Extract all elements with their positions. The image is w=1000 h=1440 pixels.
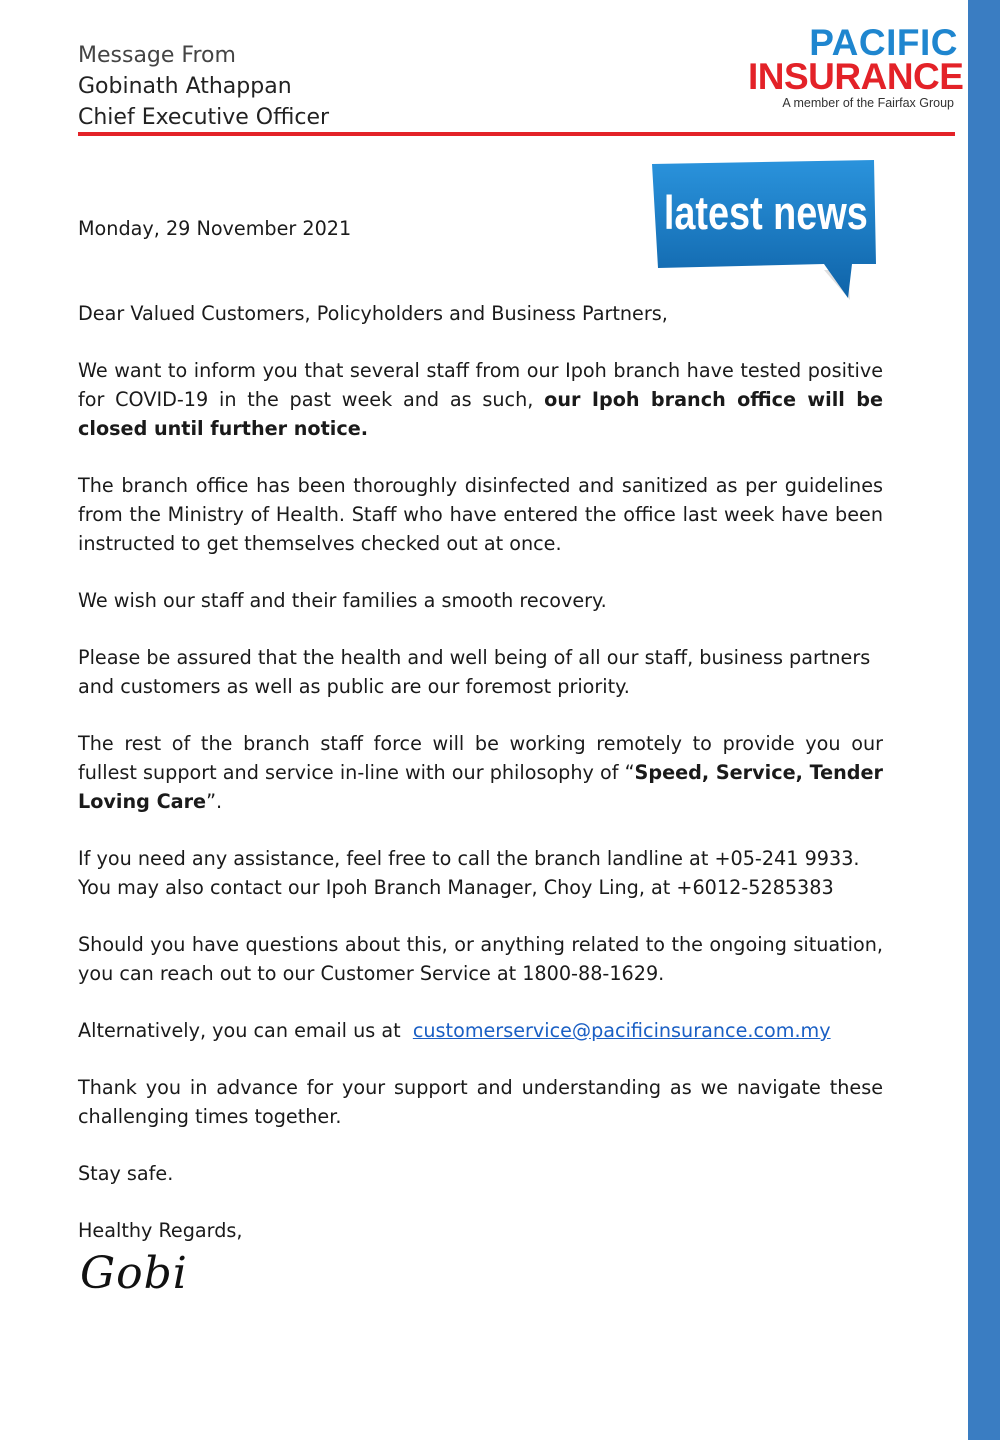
paragraph-text: Alternatively, you can email us at — [78, 1019, 401, 1042]
sender-title: Chief Executive Officer — [78, 105, 330, 130]
salutation: Dear Valued Customers, Policyholders and Business Partners, — [78, 302, 668, 325]
signature: Gobi — [80, 1248, 188, 1299]
badge-text: latest news — [663, 187, 868, 241]
paragraph-contact — [78, 844, 883, 902]
sender-header — [78, 40, 329, 133]
paragraph-customer-service: Should you have questions about this, or anything related to the ongoing situation, you can reach out to our Customer Service at 1800-88-1629. — [78, 933, 883, 985]
sender-name: Gobinath Athappan — [78, 74, 292, 99]
landline-line: If you need any assistance, feel free to call the branch landline at +05-241 9933. — [78, 847, 860, 870]
paragraph-disinfection: The branch office has been thoroughly disinfected and sanitized as per guidelines from the Ministry of Health. Staff who have entered the office last week have been instructed to get themselves checked out at once. — [78, 474, 883, 555]
pacific-insurance-logo — [748, 22, 964, 110]
paragraph-text: The rest of the branch staff force will be working remotely to provide you our fullest support and service in-line with our philosophy of “ — [78, 732, 883, 784]
logo-word-insurance: INSURANCE — [748, 56, 964, 97]
paragraph-text: We want to inform you that several staff from our Ipoh branch have tested positive for COVID-19 in the past week and as such, — [78, 359, 883, 411]
paragraph-recovery: We wish our staff and their families a smooth recovery. — [78, 589, 607, 612]
paragraph-email — [78, 1016, 883, 1045]
branch-manager-line: You may also contact our Ipoh Branch Manager, Choy Ling, at +6012-5285383 — [78, 876, 834, 899]
philosophy-emphasis: Speed, Service, Tender Loving Care — [78, 761, 883, 813]
paragraph-thanks: Thank you in advance for your support and understanding as we navigate these challenging times together. — [78, 1076, 883, 1128]
header-divider — [78, 132, 955, 136]
closure-emphasis: our Ipoh branch office will be closed until further notice. — [78, 388, 883, 440]
side-accent-bar — [968, 0, 1000, 1440]
stay-safe: Stay safe. — [78, 1162, 174, 1185]
letter-body — [78, 214, 883, 1299]
email-link[interactable]: customerservice@pacificinsurance.com.my — [412, 1019, 831, 1042]
closing: Healthy Regards, — [78, 1219, 243, 1242]
paragraph-remote-work — [78, 729, 883, 816]
logo-tagline: A member of the Fairfax Group — [782, 96, 954, 110]
paragraph-text: ”. — [206, 790, 223, 813]
paragraph-closure-notice — [78, 356, 883, 443]
paragraph-priority: Please be assured that the health and well being of all our staff, business partners and customers as well as public are our foremost priority. — [78, 646, 871, 698]
logo-word-pacific: PACIFIC — [809, 22, 958, 63]
message-from-label: Message From — [78, 43, 236, 68]
letter-date: Monday, 29 November 2021 — [78, 217, 352, 240]
